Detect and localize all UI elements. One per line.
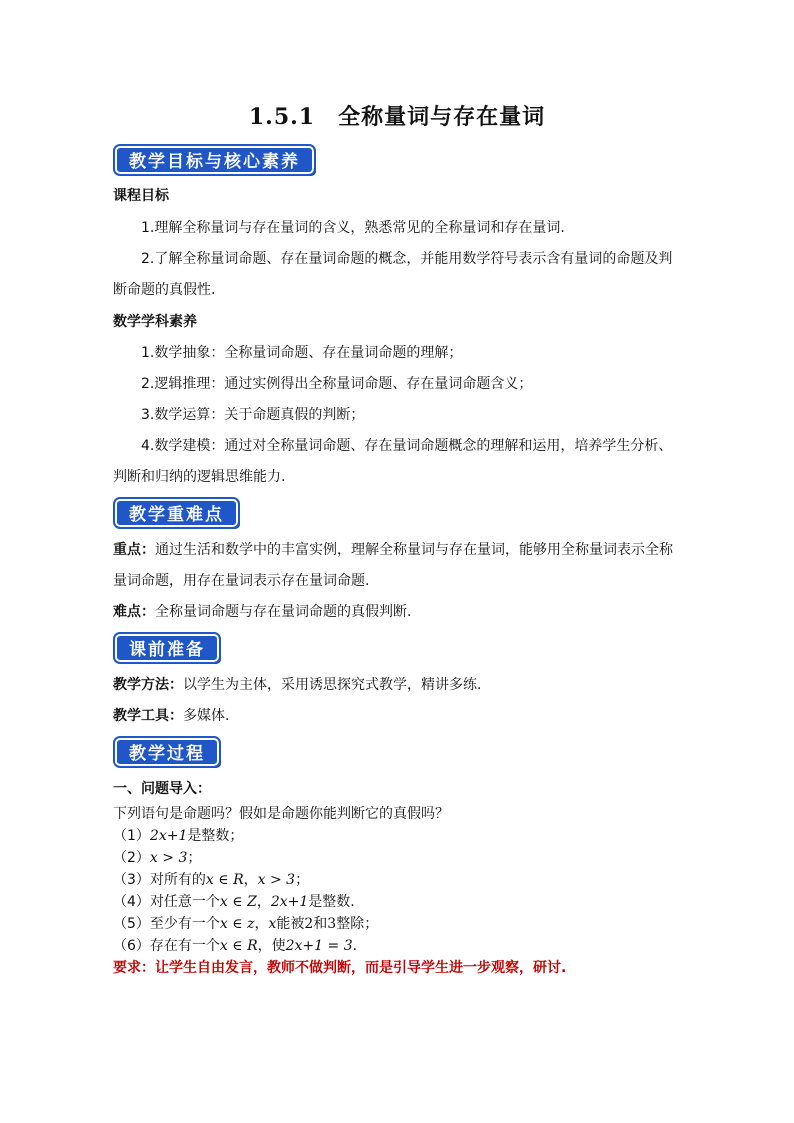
requirement-label: 要求： [113, 960, 155, 976]
item-math: x > 3 [149, 850, 188, 866]
course-goal-1: 1.理解全称量词与存在量词的含义，熟悉常见的全称量词和存在量词. [141, 220, 565, 236]
requirement-note [113, 958, 683, 978]
question-item-3 [113, 870, 673, 890]
course-goals-heading: 课程目标 [113, 188, 169, 204]
process-question: 下列语句是命题吗？假如是命题你能判断它的真假吗？ [113, 806, 449, 822]
key-point-line2: 量词命题，用存在量词表示存在量词命题. [113, 573, 370, 589]
item-text: （5）至少有一个 [113, 916, 220, 932]
question-item-5 [113, 914, 673, 934]
item-text: （3）对所有的 [113, 872, 206, 888]
item-text: ； [295, 872, 310, 888]
hard-point [113, 602, 683, 622]
teaching-method [113, 675, 683, 695]
requirement-text: 让学生自由发言，教师不做判断，而是引导学生进一步观察，研讨. [155, 960, 567, 976]
item-text: ； [187, 850, 202, 866]
question-item-2 [113, 848, 673, 868]
item-text: 和 [313, 916, 328, 932]
section-badge-goals: 教学目标与核心素养 [115, 146, 314, 174]
section-badge-prep: 课前准备 [115, 634, 219, 662]
literacy-4-line1: 4.数学建模：通过对全称量词命题、存在量词命题概念的理解和运用，培养学生分析、 [141, 438, 673, 454]
process-heading: 一、问题导入： [113, 781, 211, 797]
item-math: x ∈ R [205, 872, 244, 888]
literacy-heading: 数学学科素养 [113, 314, 197, 330]
key-point-label: 重点： [113, 542, 155, 558]
question-item-6 [113, 936, 673, 956]
question-item-4 [113, 892, 673, 912]
item-math: 2x+1 [149, 828, 188, 844]
item-text: ， [243, 872, 258, 888]
item-number-value: 3 [327, 916, 337, 932]
item-text: ， [256, 894, 271, 910]
teaching-tools-label: 教学工具： [113, 708, 183, 724]
item-math: x [268, 916, 277, 932]
item-text: . [352, 938, 358, 954]
item-text: 能被 [276, 916, 305, 932]
key-point-text: 通过生活和数学中的丰富实例，理解全称量词与存在量词，能够用全称量词表示全称 [155, 542, 673, 558]
hard-point-label: 难点： [113, 604, 155, 620]
item-text: 是整数. [308, 894, 355, 910]
teaching-method-text: 以学生为主体，采用诱思探究式教学，精讲多练. [183, 677, 482, 693]
teaching-tools [113, 706, 683, 726]
item-text: 是整数； [187, 828, 244, 844]
item-number-value: 2 [304, 916, 314, 932]
item-text: ，使 [257, 938, 286, 954]
item-text: （6）存在有一个 [113, 938, 220, 954]
course-goal-2-line1: 2.了解全称量词命题、存在量词命题的概念，并能用数学符号表示含有量词的命题及判 [141, 251, 673, 267]
question-item-1 [113, 826, 673, 846]
section-badge-difficulty: 教学重难点 [115, 499, 238, 527]
item-math: x ∈ Z [219, 894, 257, 910]
item-number: （1） [113, 828, 150, 844]
item-text: （4）对任意一个 [113, 894, 220, 910]
teaching-tools-text: 多媒体. [183, 708, 230, 724]
section-badge-process: 教学过程 [115, 738, 219, 766]
page-title: 1.5.1 全称量词与存在量词 [248, 104, 546, 130]
teaching-method-label: 教学方法： [113, 677, 183, 693]
item-math: x ∈ R [219, 938, 258, 954]
course-goal-2-line2: 断命题的真假性. [113, 282, 216, 298]
literacy-1: 1.数学抽象：全称量词命题、存在量词命题的理解； [141, 345, 463, 361]
item-math: x ∈ z [219, 916, 255, 932]
literacy-3: 3.数学运算：关于命题真假的判断； [141, 407, 365, 423]
item-text: 整除； [336, 916, 379, 932]
literacy-4-line2: 判断和归纳的逻辑思维能力. [113, 469, 286, 485]
item-math: 2x+1 = 3 [285, 938, 353, 954]
item-text: ， [254, 916, 269, 932]
hard-point-text: 全称量词命题与存在量词命题的真假判断. [155, 604, 412, 620]
key-point-line1 [113, 540, 683, 560]
item-number: （2） [113, 850, 150, 866]
literacy-2: 2.逻辑推理：通过实例得出全称量词命题、存在量词命题含义； [141, 376, 533, 392]
item-math: x > 3 [257, 872, 296, 888]
item-math: 2x+1 [270, 894, 309, 910]
